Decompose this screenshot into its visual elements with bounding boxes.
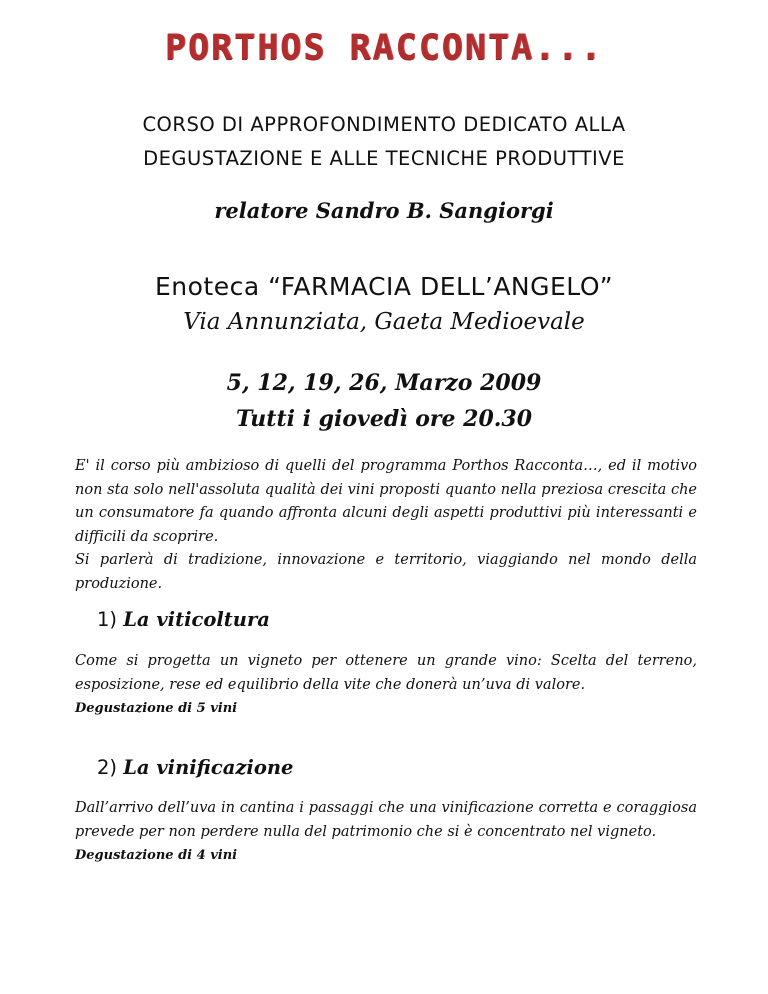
section-heading-2	[97, 756, 293, 779]
tasting-note: Degustazione di 4 vini	[75, 848, 238, 863]
tasting-note: Degustazione di 5 vini	[75, 701, 238, 716]
section-body-1	[75, 650, 697, 721]
speaker-line: relatore Sandro B. Sangiorgi	[214, 198, 554, 223]
section-number: 2)	[97, 756, 118, 779]
section-number: 1)	[97, 608, 118, 631]
course-dates: 5, 12, 19, 26, Marzo 2009	[226, 370, 542, 396]
venue-address: Via Annunziata, Gaeta Medioevale	[183, 309, 585, 335]
intro-paragraph	[75, 455, 697, 596]
section-text: Dall’arrivo dell’uva in cantina i passaggi che una vinificazione corretta e coraggiosa prevede per non perdere nulla del patrimonio che si è concentrato nel vigneto.	[75, 800, 697, 840]
course-times: Tutti i giovedì ore 20.30	[235, 406, 533, 432]
section-title: La viticoltura	[123, 608, 270, 631]
porthos-logo: PORTHOS RACCONTA...	[164, 28, 604, 68]
section-body-2	[75, 797, 697, 868]
section-title: La vinificazione	[123, 756, 294, 779]
section-heading-1	[97, 608, 270, 631]
venue-name: Enoteca “FARMACIA DELL’ANGELO”	[154, 272, 614, 301]
course-title-line-1: CORSO DI APPROFONDIMENTO DEDICATO ALLA	[142, 113, 626, 136]
intro-text-1: E' il corso più ambizioso di quelli del programma Porthos Racconta…, ed il motivo non sta solo nell'assoluta qualità dei vini proposti quanto nella preziosa crescita che un consumatore fa quando affronta alcuni degli aspetti produttivi più interessanti e difficili da scoprire.	[75, 458, 697, 545]
course-title	[0, 108, 768, 176]
course-title-line-2: DEGUSTAZIONE E ALLE TECNICHE PRODUTTIVE	[143, 147, 625, 170]
intro-text-2: Si parlerà di tradizione, innovazione e territorio, viaggiando nel mondo della produzione.	[75, 552, 697, 592]
section-text: Come si progetta un vigneto per ottenere un grande vino: Scelta del terreno, esposizione, rese ed equilibrio della vite che donerà un’uva di valore.	[75, 653, 697, 693]
